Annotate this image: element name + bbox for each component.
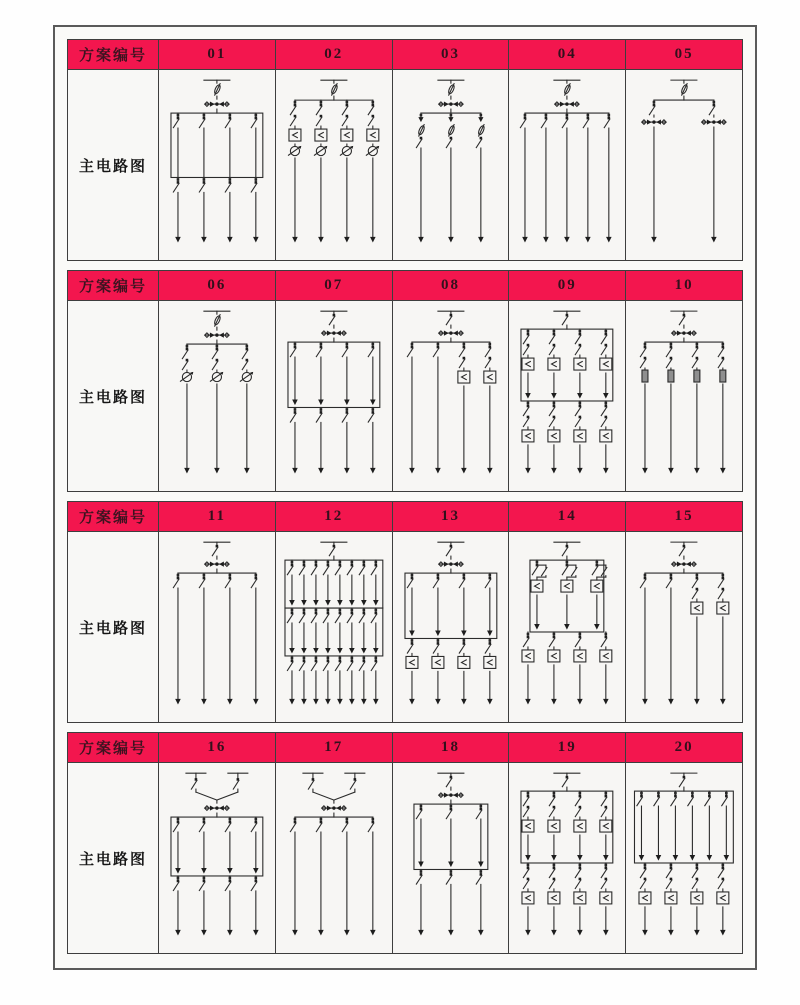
circuit-diagram-16 — [159, 763, 275, 953]
header-label: 方案编号 — [68, 733, 158, 763]
scheme-number-15: 15 — [625, 502, 742, 532]
scheme-block-3 — [67, 501, 743, 723]
circuit-diagram-19 — [509, 763, 625, 953]
circuit-diagram-10 — [626, 301, 742, 491]
scheme-14-cell — [508, 532, 625, 722]
row-label: 主电路图 — [68, 301, 158, 491]
circuit-diagram-08 — [393, 301, 509, 491]
scheme-number-row — [68, 40, 742, 70]
header-label: 方案编号 — [68, 40, 158, 70]
scheme-12-cell — [275, 532, 392, 722]
scheme-number-09: 09 — [508, 271, 625, 301]
circuit-diagram-12 — [276, 532, 392, 722]
scheme-number-row — [68, 733, 742, 763]
scheme-number-18: 18 — [392, 733, 509, 763]
scheme-15-cell — [625, 532, 742, 722]
scheme-number-02: 02 — [275, 40, 392, 70]
row-label: 主电路图 — [68, 532, 158, 722]
scheme-02-cell — [275, 70, 392, 260]
scheme-20-cell — [625, 763, 742, 953]
scheme-16-cell — [158, 763, 275, 953]
scheme-number-01: 01 — [158, 40, 275, 70]
circuit-diagram-20 — [626, 763, 742, 953]
sheet-border — [53, 25, 757, 970]
scheme-11-cell — [158, 532, 275, 722]
circuit-diagram-03 — [393, 70, 509, 260]
circuit-diagram-13 — [393, 532, 509, 722]
scheme-number-13: 13 — [392, 502, 509, 532]
scheme-06-cell — [158, 301, 275, 491]
circuit-diagram-02 — [276, 70, 392, 260]
circuit-row — [68, 763, 742, 953]
row-label: 主电路图 — [68, 70, 158, 260]
scheme-08-cell — [392, 301, 509, 491]
row-label: 主电路图 — [68, 763, 158, 953]
circuit-diagram-06 — [159, 301, 275, 491]
scheme-18-cell — [392, 763, 509, 953]
scheme-10-cell — [625, 301, 742, 491]
scheme-number-12: 12 — [275, 502, 392, 532]
scheme-block-1 — [67, 39, 743, 261]
circuit-diagram-15 — [626, 532, 742, 722]
circuit-row — [68, 70, 742, 260]
scheme-03-cell — [392, 70, 509, 260]
scheme-number-08: 08 — [392, 271, 509, 301]
scheme-number-04: 04 — [508, 40, 625, 70]
scheme-number-10: 10 — [625, 271, 742, 301]
circuit-row — [68, 532, 742, 722]
scheme-number-16: 16 — [158, 733, 275, 763]
circuit-diagram-09 — [509, 301, 625, 491]
circuit-diagram-01 — [159, 70, 275, 260]
scheme-number-17: 17 — [275, 733, 392, 763]
header-label: 方案编号 — [68, 502, 158, 532]
circuit-row — [68, 301, 742, 491]
scheme-17-cell — [275, 763, 392, 953]
scheme-number-19: 19 — [508, 733, 625, 763]
scheme-19-cell — [508, 763, 625, 953]
scheme-13-cell — [392, 532, 509, 722]
scheme-number-05: 05 — [625, 40, 742, 70]
circuit-diagram-05 — [626, 70, 742, 260]
scheme-number-20: 20 — [625, 733, 742, 763]
scheme-number-row — [68, 271, 742, 301]
circuit-diagram-07 — [276, 301, 392, 491]
scheme-number-14: 14 — [508, 502, 625, 532]
scheme-number-03: 03 — [392, 40, 509, 70]
scheme-04-cell — [508, 70, 625, 260]
scheme-01-cell — [158, 70, 275, 260]
scheme-09-cell — [508, 301, 625, 491]
scheme-number-07: 07 — [275, 271, 392, 301]
scheme-block-2 — [67, 270, 743, 492]
circuit-diagram-18 — [393, 763, 509, 953]
scheme-number-11: 11 — [158, 502, 275, 532]
scheme-05-cell — [625, 70, 742, 260]
circuit-diagram-17 — [276, 763, 392, 953]
circuit-diagram-11 — [159, 532, 275, 722]
circuit-diagram-14 — [509, 532, 625, 722]
scheme-07-cell — [275, 301, 392, 491]
scheme-block-4 — [67, 732, 743, 954]
scheme-number-row — [68, 502, 742, 532]
circuit-diagram-04 — [509, 70, 625, 260]
scheme-number-06: 06 — [158, 271, 275, 301]
header-label: 方案编号 — [68, 271, 158, 301]
